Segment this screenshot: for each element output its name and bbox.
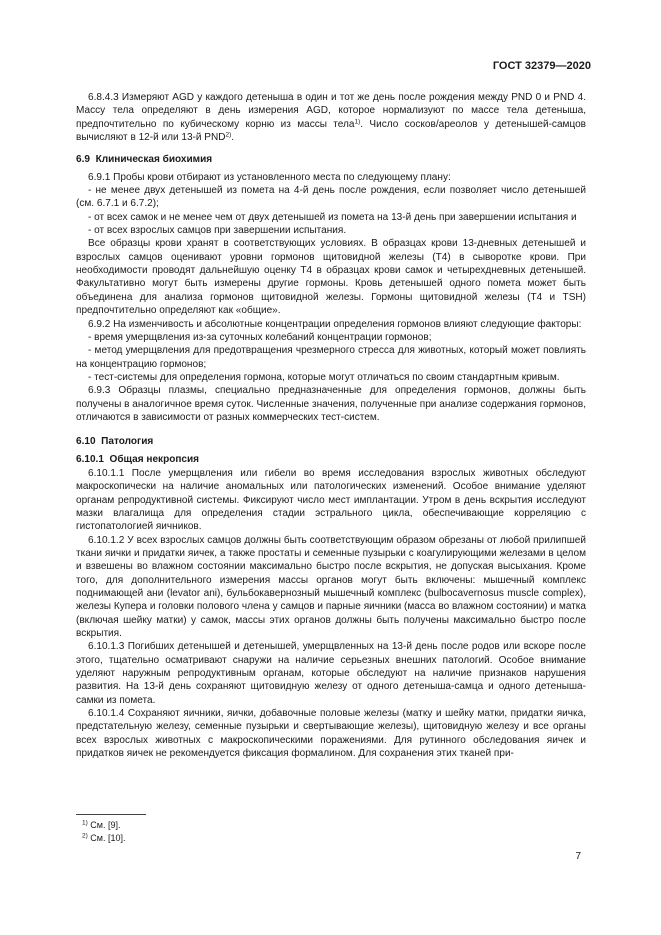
- footnote-mark: 1): [82, 819, 88, 827]
- paragraph-text: 6.8.4.3 Измеряют AGD у каждого детеныша в один и тот же день после рождения между PND 0 и PND 4. Массу тела определяют в день измерения AGD, которое нормализуют по массе тела детеныша, предпочтительно по кубическому корню из массы тела: [76, 92, 586, 130]
- paragraph: 6.10.1.1 После умерщвления или гибели во время исследования взрослых животных обследуют макроскопически на наличие аномальных или патологических изменений. Особое внимание уделяют органам репродуктивной системы. Фиксируют число мест имплантации. Утром в день вскрытия исследуют мазки влагалища для определения стадии эстрального цикла, обеспечивающие корреляцию с гистопатологией яичников.: [76, 467, 586, 533]
- footnotes: [76, 814, 586, 845]
- paragraph-text: .: [231, 132, 235, 144]
- paragraph: 6.9.1 Пробы крови отбирают из установленного места по следующему плану:: [88, 171, 451, 183]
- footnote: [76, 819, 586, 832]
- document-body: [76, 91, 586, 761]
- section-title: Общая некропсия: [109, 453, 200, 465]
- paragraph-6-8-4-3: [76, 91, 586, 144]
- paragraph: 6.10.1.3 Погибших детенышей и детенышей, умерщвленных на 13-й день после родов или вскоре после этого, тщательно осматривают снаружи на наличие серьезных внешних патологий. Особое внимание уделяют наружным репродуктивным органам, которые обследуют на наличие признаков нарушения развития. На 13-й день сохраняют щитовидную железу от одного детеныша-самца и одного детеныша-самки из помета.: [76, 641, 586, 706]
- section-number: 6.10: [76, 436, 96, 448]
- paragraph: 6.10.1.2 У всех взрослых самцов должны быть соответствующим образом обрезаны от любой прилипшей ткани яички и придатки яичек, а также простаты и семенные пузырьки с коагулирующими железами в целом и взвешены во влажном состоянии максимально быстро после вскрытия, не допуская высыхания. Кроме того, для дополнительного измерения массы органов могут быть включены: мышечный комплекс поднимающей ани (levator ani), бульбокавернозный мышечный комплекс (bulbocavernosus muscle complex), железы Купера и головки полового члена у самцов и парные яичники (масса во влажном состоянии) и матка (включая шейку матки) у самок, массы этих органов должны быть получены максимально быстро после вскрытия.: [76, 534, 586, 640]
- section-number: 6.10.1: [76, 453, 104, 465]
- paragraph: 6.10.1.4 Сохраняют яичники, яички, добавочные половые железы (матку и шейку матки, придатки яичка, предстательную железу, семенные пузырьки и свертывающие железы), щитовидную железу и все органы всех взрослых животных с макроскопическими поражениями. Для рутинного обследования яичек и придатков яичек не рекомендуется фиксация формалином. Для сохранения этих тканей при-: [76, 708, 586, 760]
- list-item: - от всех взрослых самцов при завершении испытания.: [88, 225, 347, 237]
- list-item: - время умерщвления из-за суточных колебаний концентрации гормонов;: [88, 331, 432, 343]
- footnote: [76, 832, 586, 845]
- list-item: - от всех самок и не менее чем от двух детенышей из помета на 13-й день при завершении испытания и: [88, 211, 577, 223]
- footnote-ref-2: 2): [225, 131, 232, 139]
- footnote-divider: [76, 814, 146, 815]
- footnote-mark: 2): [82, 832, 88, 840]
- standard-designation: ГОСТ 32379—2020: [492, 60, 591, 72]
- paragraph: 6.9.3 Образцы плазмы, специально предназначенные для определения гормонов, должны быть получены в аналогичное время суток. Численные значения, полученные при анализе содержания гормонов, отличаются в зависимости от разных коммерческих тест-систем.: [76, 385, 586, 423]
- paragraph: 6.9.2 На изменчивость и абсолютные концентрации определения гормонов влияют следующие факторы:: [88, 318, 582, 330]
- footnote-text: См. [9].: [90, 820, 121, 830]
- list-item: - метод умерщвления для предотвращения чрезмерного стресса для животных, который может повлиять на концентрацию гормонов;: [76, 345, 586, 370]
- section-heading-6-10: [76, 435, 586, 448]
- footnote-ref-1: 1): [354, 118, 361, 126]
- list-item: - тест-системы для определения гормона, которые могут отличаться по своим стандартным кривым.: [88, 371, 560, 383]
- section-heading-6-10-1: [76, 453, 586, 466]
- section-title: Клиническая биохимия: [95, 154, 213, 166]
- footnote-text: См. [10].: [90, 833, 126, 843]
- section-number: 6.9: [76, 154, 90, 166]
- section-heading-6-9: [76, 153, 586, 166]
- paragraph: Все образцы крови хранят в соответствующих условиях. В образцах крови 13-дневных детенышей и взрослых самцов оценивают уровни гормонов щитовидной железы (T4) в сыворотке крови. При необходимости проводят дальнейшую оценку T4 в образцах крови самок и четырехдневных детенышей. Факультативно могут быть измерены другие гормоны. Кровь детенышей одного помета может быть объединена для анализа гормонов щитовидной железы. Гормоны щитовидной железы (T4 и TSH) предпочтительно определяют как «общие».: [76, 238, 586, 317]
- list-item: - не менее двух детенышей из помета на 4-й день после рождения, если позволяет число детенышей (см. 6.7.1 и 6.7.2);: [76, 185, 586, 210]
- section-title: Патология: [101, 436, 154, 448]
- paragraph-text: . Число сосков/ареолов у детенышей-самцов вычисляют в 12-й или 13-й PND: [76, 118, 587, 144]
- page-number: 7: [575, 851, 581, 862]
